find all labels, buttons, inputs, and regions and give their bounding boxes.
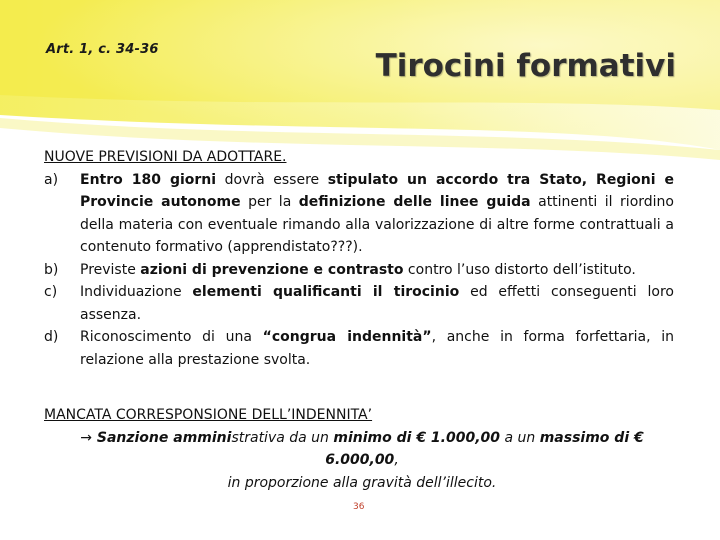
list-item-text xyxy=(80,169,674,259)
list-item-text xyxy=(80,259,674,282)
sanction-line-1 xyxy=(44,427,680,472)
sanction-line-2: in proporzione alla gravità dell’illecito. xyxy=(227,474,497,491)
list-item-text-part: dovrà essere xyxy=(216,171,328,188)
list-item-text-part: Entro 180 giorni xyxy=(80,171,217,188)
list-item xyxy=(44,169,674,259)
list-item-text-part: azioni di prevenzione e contrasto xyxy=(140,261,404,278)
list-item-text-part: Individuazione xyxy=(80,284,193,300)
list-item-text-part: Previste xyxy=(80,261,141,278)
list-item-text-part: per la xyxy=(240,194,299,210)
list-item-marker: d) xyxy=(44,329,59,345)
list-item-marker: c) xyxy=(44,284,58,300)
list-item-text-part: attinenti il riordino della materia con eventuale rimando alla valorizzazione di altre forme contrattuali a contenuto formativo (apprendistato???). xyxy=(80,194,674,255)
sanction-text-part: strativa da un xyxy=(231,429,334,446)
list-item-marker: b) xyxy=(44,261,59,278)
mancata-section xyxy=(44,404,680,494)
list-item-text xyxy=(80,281,674,326)
list-item xyxy=(44,259,674,282)
arrow-right-icon: → xyxy=(80,429,92,446)
list-item-text-part: , anche in forma forfettaria, in relazione alla prestazione svolta. xyxy=(80,329,674,368)
sanction-text-part: massimo di € 6.000,00 xyxy=(325,429,644,468)
list-item xyxy=(44,326,674,371)
sanction-text-part: a un xyxy=(500,429,540,446)
sanction-text-part: Sanzione ammini xyxy=(91,429,232,446)
list-item-text-part: ed effetti conseguenti loro assenza. xyxy=(80,284,674,323)
sanction-text xyxy=(92,430,644,469)
list-item-text-part: stipulato un accordo tra Stato, Regioni e Provincie autonome xyxy=(80,171,675,210)
list-item xyxy=(44,281,674,326)
list-item-text-part: “congrua indennità” xyxy=(262,329,432,345)
list-item-text-part: contro l’uso distorto dell’istituto. xyxy=(403,261,636,278)
list-item-text xyxy=(80,326,674,371)
provisions-list xyxy=(44,169,674,372)
sanction-text-part: , xyxy=(394,452,399,468)
list-item-marker: a) xyxy=(44,171,59,188)
list-item-text-part: elementi qualificanti il tirocinio xyxy=(192,284,460,300)
article-reference: Art. 1, c. 34-36 xyxy=(46,42,159,57)
section-heading-mancata: MANCATA CORRESPONSIONE DELL’INDENNITA’ xyxy=(44,407,373,423)
section-heading-nuove-previsioni: NUOVE PREVISIONI DA ADOTTARE. xyxy=(44,149,287,165)
sanction-text-part: minimo di € 1.000,00 xyxy=(333,429,501,446)
page-title: Tirocini formativi xyxy=(375,48,676,84)
list-item-text-part: definizione delle linee guida xyxy=(298,194,531,210)
list-item-text-part: Riconoscimento di una xyxy=(80,329,263,345)
main-content xyxy=(44,146,674,371)
page-number: 36 xyxy=(353,502,365,512)
